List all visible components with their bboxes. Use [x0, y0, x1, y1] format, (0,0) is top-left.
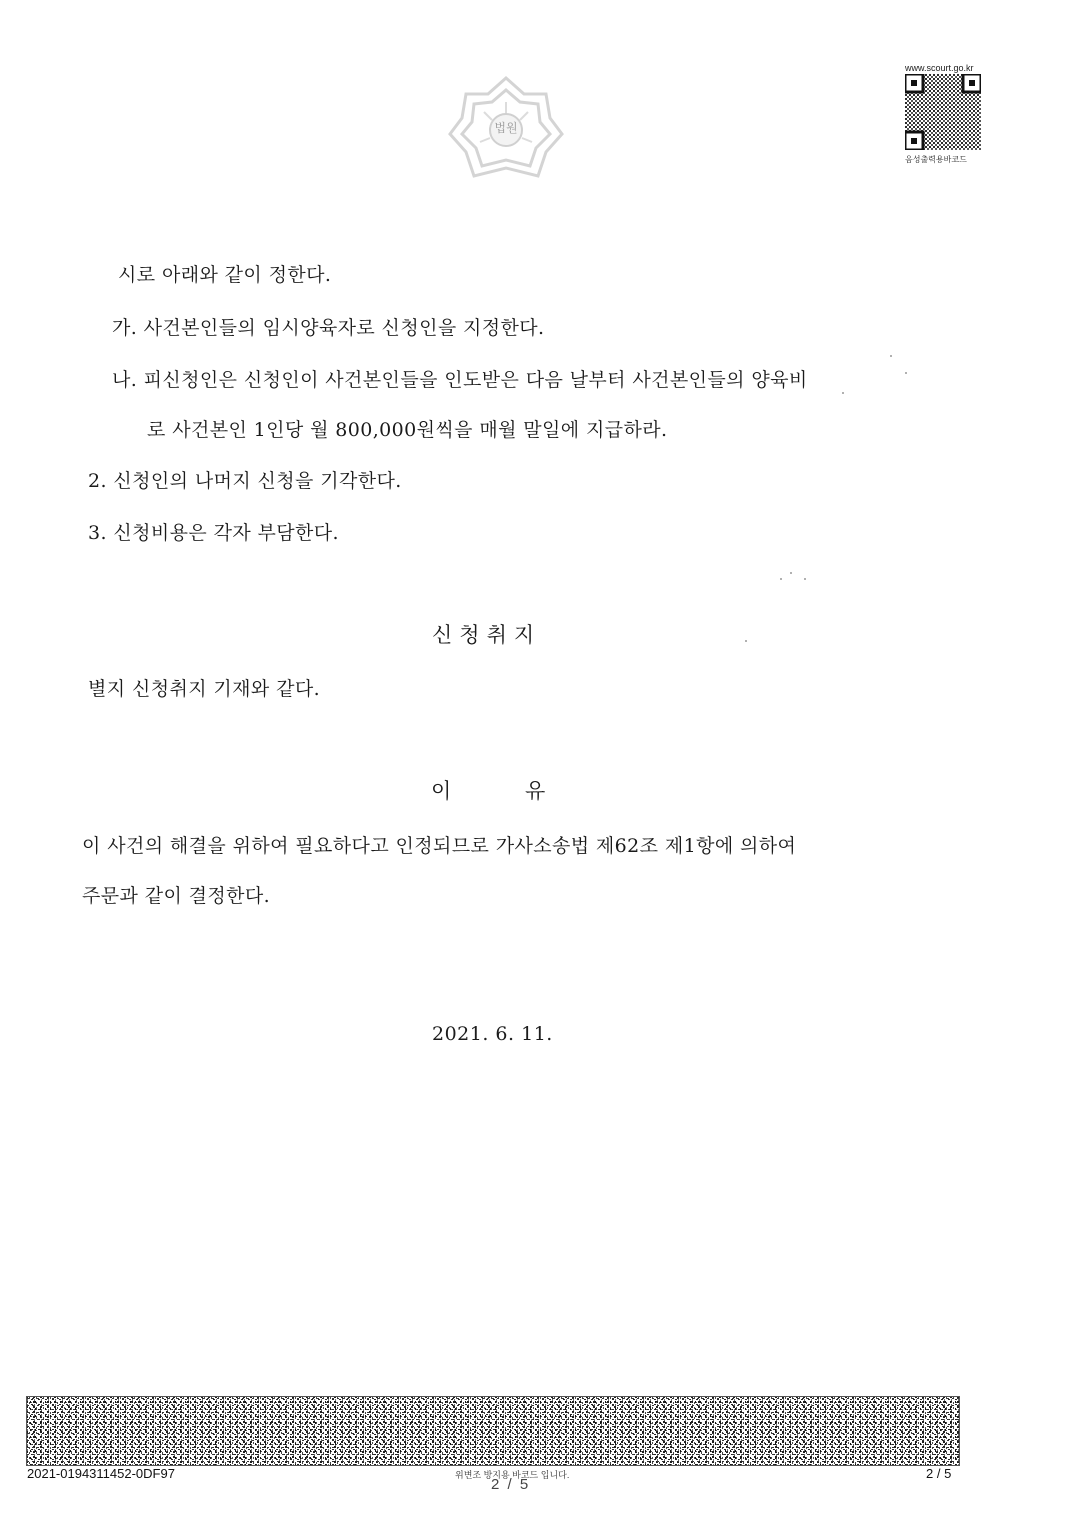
scan-speck [745, 640, 747, 642]
qr-caption: 음성출력용바코드 [905, 155, 967, 164]
application-heading: 신청취지 [432, 623, 542, 647]
reasons-line1: 이 사건의 해결을 위하여 필요하다고 인정되므로 가사소송법 제62조 제1항에 의하여 [82, 835, 797, 857]
page-number-center: 2 / 5 [491, 1476, 531, 1493]
emblem-text: 법원 [494, 121, 518, 135]
scan-speck [905, 372, 907, 374]
forgery-note: 위변조 방지용 바코드 입니다. [455, 1470, 570, 1480]
scan-speck [842, 392, 844, 394]
order-item-ga: 가. 사건본인들의 임시양육자로 신청인을 지정한다. [112, 317, 545, 339]
scan-speck [780, 578, 782, 580]
application-text: 별지 신청취지 기재와 같다. [88, 678, 321, 700]
scan-speck [790, 572, 792, 574]
scan-speck [804, 578, 806, 580]
order-item-3: 3. 신청비용은 각자 부담한다. [88, 522, 339, 544]
document-id: 2021-0194311452-0DF97 [27, 1466, 175, 1481]
reasons-line2: 주문과 같이 결정한다. [82, 885, 271, 907]
reasons-heading-left: 이 [431, 779, 452, 803]
order-item-na-line1: 나. 피신청인은 신청인이 사건본인들을 인도받은 다음 날부터 사건본인들의 양육비 [112, 369, 808, 391]
order-continuation: 시로 아래와 같이 정한다. [118, 264, 332, 286]
order-item-2: 2. 신청인의 나머지 신청을 기각한다. [88, 470, 402, 492]
qr-code-icon [905, 74, 981, 150]
order-item-na-line2: 로 사건본인 1인당 월 800,000원씩을 매월 말일에 지급하라. [147, 419, 668, 441]
reasons-heading-right: 유 [525, 779, 546, 803]
barcode-icon [26, 1396, 960, 1466]
qr-url-text: www.scourt.go.kr [905, 63, 974, 73]
scan-speck [890, 355, 892, 357]
page-number-right: 2 / 5 [926, 1466, 952, 1481]
decision-date: 2021. 6. 11. [432, 1023, 553, 1045]
